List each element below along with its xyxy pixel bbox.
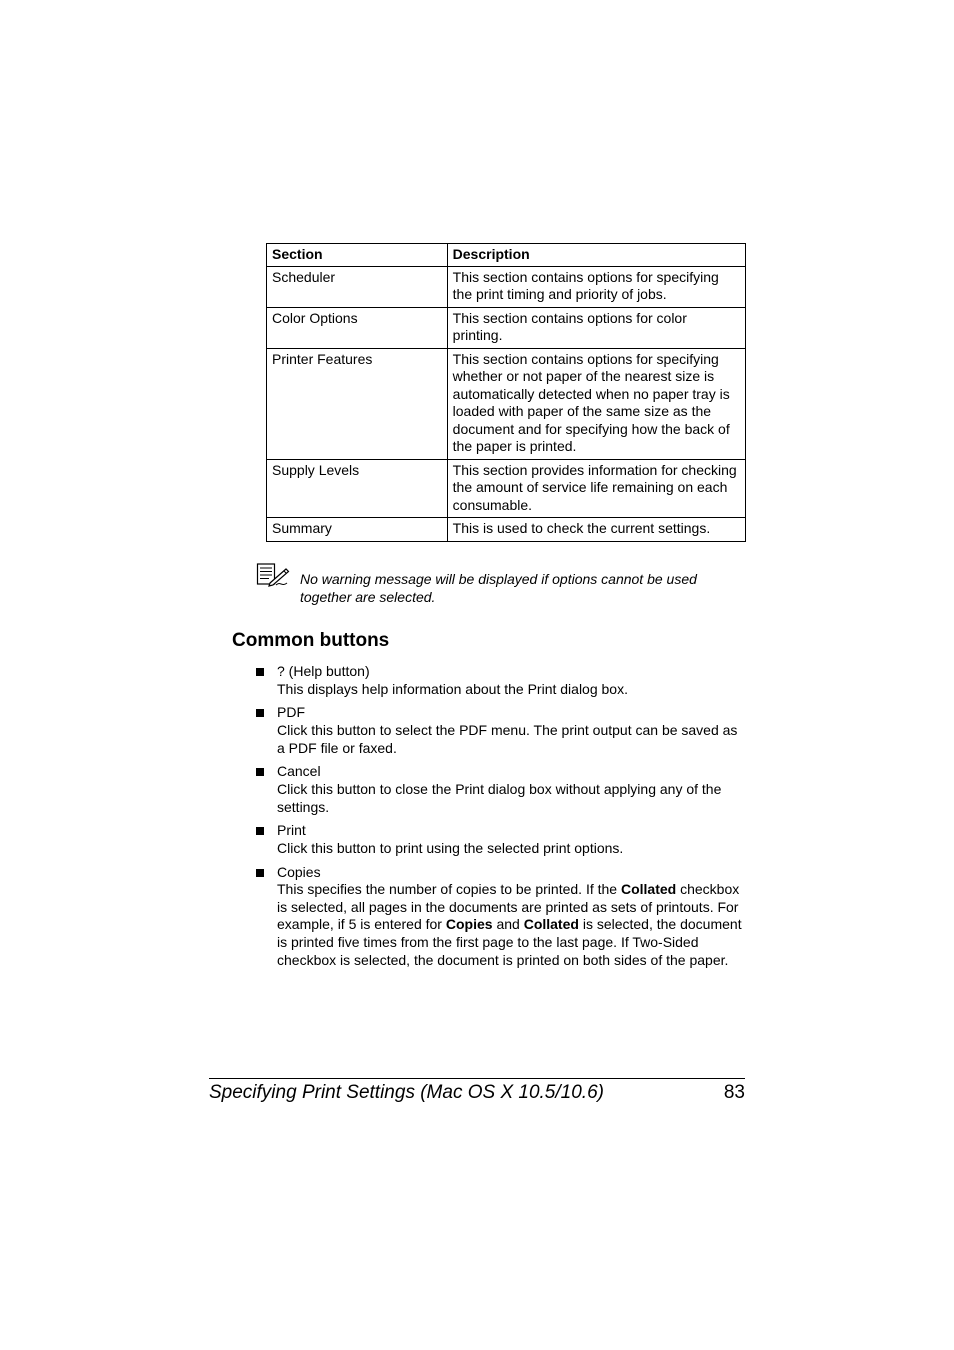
table-cell-section: Summary [267, 518, 448, 542]
section-heading: Common buttons [232, 630, 390, 651]
copies-text: checkbox is selected, all pages in the documents are printed as sets of printouts. For example, if 5 is entered for [277, 881, 740, 933]
column-header-description: Description [447, 244, 745, 267]
list-item-copies [254, 864, 746, 970]
column-header-section: Section [267, 244, 448, 267]
collated-term: Collated [523, 916, 579, 933]
note-pencil-icon [256, 562, 290, 588]
list-item [254, 763, 746, 816]
table-cell-section: Printer Features [267, 348, 448, 459]
collated-term: Collated [620, 881, 677, 898]
table-cell-section: Color Options [267, 307, 448, 348]
table-row [267, 518, 746, 542]
table-cell-description: This section contains options for color printing. [447, 307, 745, 348]
table-cell-description: This section contains options for specifying the print timing and priority of jobs. [447, 266, 745, 307]
note-text: No warning message will be displayed if options cannot be used together are selected. [300, 571, 697, 605]
page-number: 83 [723, 1082, 745, 1103]
list-item [254, 822, 746, 857]
table-cell-description: This section contains options for specifying whether or not paper of the nearest size is automatically detected when no paper tray is loaded with paper of the same size as the document and for specifying how the back of the paper is printed. [447, 348, 745, 459]
list-item-description: Click this button to print using the selected print options. [277, 839, 624, 856]
list-item-description: This displays help information about the Print dialog box. [277, 680, 628, 697]
table-row [267, 266, 746, 307]
table-cell-section: Supply Levels [267, 459, 448, 518]
table-cell-section: Scheduler [267, 266, 448, 307]
table-row [267, 348, 746, 459]
copies-term: Copies [445, 916, 493, 933]
bullet-square-icon [256, 768, 264, 776]
sections-table [266, 243, 746, 542]
list-item-title: ? (Help button) [277, 663, 370, 679]
bullet-square-icon [256, 709, 264, 717]
table-row [267, 459, 746, 518]
copies-text: is selected, the document is printed five times from the first page to the last page. If Two-Sided checkbox is selected, the document is printed on both sides of the paper. [277, 916, 742, 968]
button-list [254, 663, 746, 975]
list-item-description [277, 881, 746, 969]
list-item [254, 663, 746, 698]
bullet-square-icon [256, 827, 264, 835]
list-item [254, 704, 746, 757]
list-item-title: Copies [277, 863, 321, 880]
footer-divider [209, 1078, 745, 1079]
bullet-square-icon [256, 668, 264, 676]
list-item-title: Cancel [277, 763, 321, 780]
list-item-description: Click this button to close the Print dialog box without applying any of the settings. [277, 780, 722, 815]
table-header-row [267, 244, 746, 267]
list-item-title: Print [277, 822, 306, 839]
footer-title: Specifying Print Settings (Mac OS X 10.5/10.6) [209, 1082, 604, 1103]
bullet-square-icon [256, 869, 264, 877]
table-row [267, 307, 746, 348]
list-item-title: PDF [277, 704, 305, 721]
copies-text: and [492, 916, 524, 933]
copies-text: This specifies the number of copies to be printed. If the [277, 881, 621, 898]
list-item-description: Click this button to select the PDF menu. The print output can be saved as a PDF file or faxed. [277, 721, 738, 756]
table-cell-description: This is used to check the current settings. [447, 518, 745, 542]
table-cell-description: This section provides information for checking the amount of service life remaining on each consumable. [447, 459, 745, 518]
